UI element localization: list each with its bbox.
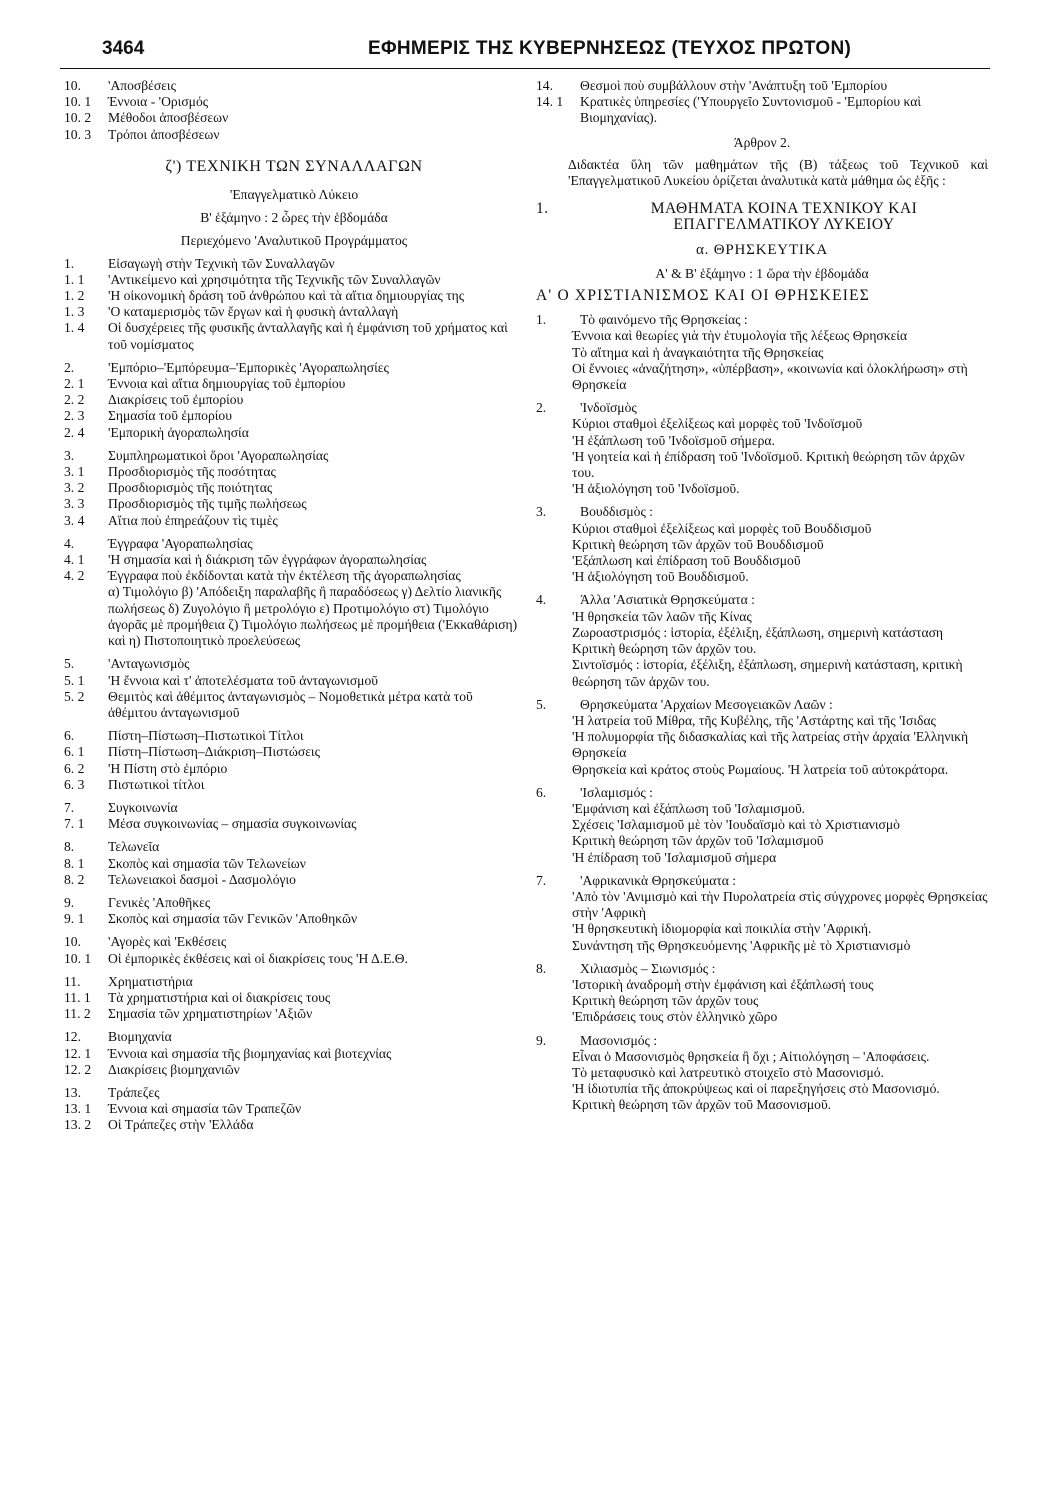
topic-line: Θρησκεία καὶ κράτος στοὺς Ρωμαίους. 'Η λατρεία τοῦ αὐτοκράτορα. (572, 761, 949, 777)
item-number (64, 584, 108, 649)
topic-title: Τὸ φαινόμενο τῆς Θρησκείας : (580, 312, 748, 328)
item-number: 4. 1 (64, 552, 85, 568)
topic-number: 4. (536, 592, 547, 608)
school-type: 'Επαγγελματικὸ Λύκειο (229, 187, 359, 203)
item-number: 13. 1 (64, 1101, 92, 1117)
list-item (64, 480, 524, 496)
topic-number: 6. (536, 784, 547, 800)
list-item (64, 536, 524, 552)
topic-line: Κριτικὴ θεώρηση τῶν ἀρχῶν τοῦ 'Ισλαμισμοῦ (572, 833, 824, 849)
item-text: Τελωνειακοὶ δασμοὶ - Δασμολόγιο (108, 871, 296, 887)
item-number: 6. 2 (64, 760, 85, 776)
syllabus-list (64, 256, 524, 1134)
item-number: 2. (64, 359, 75, 375)
item-text: 'Αγορὲς καὶ 'Εκθέσεις (108, 934, 227, 950)
list-item (64, 360, 524, 376)
list-item (64, 974, 524, 990)
topic-title: 'Ισλαμισμός : (580, 784, 653, 800)
list-item (64, 673, 524, 689)
list-item (64, 1085, 524, 1101)
list-item (64, 552, 524, 568)
list-item (64, 1046, 524, 1062)
item-number: 10. 1 (64, 94, 92, 110)
topic-title: 'Ινδοϊσμὸς (580, 400, 637, 416)
item-number: 2. 3 (64, 408, 85, 424)
topic-line: Κύριοι σταθμοὶ ἐξελίξεως καὶ μορφὲς τοῦ 'Ινδοϊσμοῦ (572, 416, 863, 432)
list-item (64, 951, 524, 967)
topic-title: 'Αφρικανικὰ Θρησκεύματα : (580, 872, 737, 888)
right-column (536, 78, 988, 1114)
item-number: 11. (64, 973, 81, 989)
item-text: Θεμιτὸς καὶ ἀθέμιτος ἀνταγωνισμὸς – Νομοθετικὰ μέτρα κατὰ τοῦ ἀθέμιτου ἀνταγωνισμοῦ (108, 688, 473, 720)
item-number: 12. 1 (64, 1045, 92, 1061)
item-text: Σημασία τοῦ ἐμπορίου (108, 408, 232, 424)
list-item (64, 895, 524, 911)
item-text: Πιστωτικοὶ τίτλοι (108, 776, 205, 792)
item-text: Συμπληρωματικοὶ ὅροι 'Αγοραπωλησίας (108, 447, 329, 463)
main-title (536, 201, 988, 233)
list-item (64, 856, 524, 872)
item-text: Τὰ χρηματιστήρια καὶ οἱ διακρίσεις τους (108, 989, 331, 1005)
main-title-text: ΜΑΘΗΜΑΤΑ ΚΟΙΝΑ ΤΕΧΝΙΚΟΥ ΚΑΙ ΕΠΑΓΓΕΛΜΑΤΙΚΟΥ ΛΥΚΕΙΟΥ (650, 200, 918, 234)
topic-line: Κύριοι σταθμοὶ ἐξελίξεως καὶ μορφὲς τοῦ Βουδδισμοῦ (572, 520, 872, 536)
topic-number: 1. (536, 312, 547, 328)
item-text: Προσδιορισμὸς τῆς τιμῆς πωλήσεως (108, 496, 307, 512)
list-item (64, 513, 524, 529)
item-number: 4. 2 (64, 568, 85, 584)
list-item (64, 744, 524, 760)
topic-heading (536, 400, 988, 416)
topic-line: 'Η ἐξάπλωση τοῦ 'Ινδοϊσμοῦ σήμερα. (572, 432, 775, 448)
item-text: Οἱ Τράπεζες στὴν 'Ελλάδα (108, 1117, 254, 1133)
running-title: ΕΦΗΜΕΡΙΣ ΤΗΣ ΚΥΒΕΡΝΗΣΕΩΣ (ΤΕΥΧΟΣ ΠΡΩΤΟΝ) (368, 38, 852, 59)
item-number: 6. 1 (64, 744, 85, 760)
list-item (64, 816, 524, 832)
list-item (64, 1062, 524, 1078)
list-item (64, 584, 524, 649)
item-text: Σημασία τῶν χρηματιστηρίων 'Αξιῶν (108, 1006, 313, 1022)
item-number: 9. (64, 894, 75, 910)
item-text: Γενικὲς 'Αποθῆκες (108, 894, 211, 910)
topic-heading (536, 697, 988, 713)
item-text: 'Η σημασία καὶ ἡ διάκριση τῶν ἐγγράφων ἀγοραπωλησίας (108, 552, 427, 568)
syllabus-group (64, 895, 524, 927)
list-item (64, 839, 524, 855)
topic-number: 7. (536, 872, 547, 888)
item-text: Έννοια καὶ σημασία τῆς βιομηχανίας καὶ βιοτεχνίας (108, 1045, 392, 1061)
list-item (536, 78, 988, 94)
list-item (64, 990, 524, 1006)
list-item (64, 728, 524, 744)
topic-heading (536, 592, 988, 608)
left-column (64, 78, 524, 1134)
list-item (64, 1006, 524, 1022)
item-text: Πίστη–Πίστωση–Διάκριση–Πιστώσεις (108, 744, 320, 760)
item-text: α) Τιμολόγιο β) 'Απόδειξη παραλαβῆς ἢ παραδόσεως γ) Δελτίο λιανικῆς πωλήσεως δ) Ζυγολόγιο ἢ μετρολόγιο ε) Προτιμολόγιο στ) Τιμολόγιο ἀγορᾶς μὲ προμήθεια ζ) Τιμολόγιο πωλήσεως μὲ προμήθεια ('Εκκαθάριση) καὶ η) Πιστοποιητικὸ προελεύσεως (108, 584, 518, 649)
item-text: Τράπεζες (108, 1084, 160, 1100)
item-text: Προσδιορισμὸς τῆς ποσότητας (108, 464, 276, 480)
list-item (64, 425, 524, 441)
item-number: 5. 2 (64, 688, 85, 704)
item-number: 11. 2 (64, 1006, 91, 1022)
topic-line: 'Η ἀξιολόγηση τοῦ 'Ινδοϊσμοῦ. (572, 481, 740, 497)
topic-title: Χιλιασμὸς – Σιωνισμός : (580, 960, 716, 976)
item-number: 10. 2 (64, 110, 92, 126)
topic-line: 'Επιδράσεις τους στὸν ἑλληνικὸ χῶρο (572, 1009, 778, 1025)
item-text: Έννοια - 'Ορισμός (108, 94, 209, 110)
item-number: 3. 4 (64, 512, 85, 528)
topic-line: 'Εξάπλωση καὶ ἐπίδραση τοῦ Βουδδισμοῦ (572, 553, 801, 569)
item-number: 12. (64, 1029, 81, 1045)
item-number: 10. 1 (64, 950, 92, 966)
topic-block (536, 961, 988, 1026)
topic-block (536, 697, 988, 778)
topic-line: Κριτικὴ θεώρηση τῶν ἀρχῶν τοῦ Βουδδισμοῦ (572, 536, 824, 552)
item-number: 1. 2 (64, 288, 85, 304)
item-text: Συγκοινωνία (108, 799, 178, 815)
list-item (64, 1029, 524, 1045)
item-number: 2. 2 (64, 392, 85, 408)
topic-heading (536, 1033, 988, 1049)
list-item (64, 1117, 524, 1133)
item-number: 1. 4 (64, 320, 85, 336)
subject-title: α. ΘΡΗΣΚΕΥΤΙΚΑ (696, 241, 828, 258)
item-text: Μέθοδοι ἀποσβέσεων (108, 110, 229, 126)
topic-block (536, 1033, 988, 1114)
list-item (64, 568, 524, 584)
item-number: 3. (64, 447, 75, 463)
topic-heading (536, 312, 988, 328)
item-text: 'Ο καταμερισμὸς τῶν ἔργων καὶ ἡ φυσικὴ ἀνταλλαγὴ (108, 304, 399, 320)
topic-heading (536, 873, 988, 889)
item-number: 8. 2 (64, 871, 85, 887)
topic-title: Βουδδισμὸς : (580, 504, 654, 520)
topic-title: Μασονισμός : (580, 1032, 658, 1048)
item-number: 10. 3 (64, 126, 92, 142)
topic-line: Κριτικὴ θεώρηση τῶν ἀρχῶν τους (572, 993, 759, 1009)
topic-number: 2. (536, 400, 547, 416)
list-item (64, 689, 524, 721)
item-text: Αἴτια ποὺ ἐπηρεάζουν τὶς τιμὲς (108, 512, 278, 528)
item-number: 6. 3 (64, 776, 85, 792)
syllabus-group (64, 448, 524, 529)
topic-line: 'Ιστορικὴ ἀναδρομὴ στὴν ἐμφάνιση καὶ ἐξάπλωσή τους (572, 976, 874, 992)
list-item (64, 800, 524, 816)
topic-block (536, 504, 988, 585)
topic-line: Τὸ αἴτημα καὶ ἡ ἀναγκαιότητα τῆς Θρησκείας (572, 344, 824, 360)
item-number: 3. 3 (64, 496, 85, 512)
list-item (64, 392, 524, 408)
item-text: Έννοια καὶ αἴτια δημιουργίας τοῦ ἐμπορίου (108, 376, 346, 392)
syllabus-group (64, 800, 524, 832)
item-number: 11. 1 (64, 989, 91, 1005)
list-item (64, 1101, 524, 1117)
list-item (64, 761, 524, 777)
syllabus-group (64, 1029, 524, 1078)
topic-line: 'Η λατρεία τοῦ Μίθρα, τῆς Κυβέλης, τῆς 'Αστάρτης καὶ τῆς 'Ισιδας (572, 712, 936, 728)
item-text: 'Αποσβέσεις (108, 78, 176, 93)
item-number: 13. 2 (64, 1117, 92, 1133)
topic-line: Οἱ ἔννοιες «ἀναζήτηση», «ὑπέρβαση», «κοινωνία καὶ ὁλοκλήρωση» στὴ Θρησκεία (572, 360, 968, 393)
weekly-hours: Β' ἑξάμηνο : 2 ὧρες τὴν ἑβδομάδα (200, 210, 388, 226)
topic-block (536, 592, 988, 689)
article-heading: Άρθρον 2. (733, 134, 791, 150)
item-text: 'Αντικείμενο καὶ χρησιμότητα τῆς Τεχνικῆς τῶν Συναλλαγῶν (108, 271, 441, 287)
topic-line: Σιντοϊσμός : ἱστορία, ἐξέλιξη, ἐξάπλωση, σημερινὴ κατάσταση, κριτικὴ θεώρηση τῶν ἀρχῶν του. (572, 657, 963, 689)
item-number: 5. 1 (64, 672, 85, 688)
item-text: Μέσα συγκοινωνίας – σημασία συγκοινωνίας (108, 816, 357, 832)
list-item (64, 777, 524, 793)
topic-line: Κριτικὴ θεώρηση τῶν ἀρχῶν του. (572, 641, 757, 657)
topics-list (536, 312, 988, 1113)
item-number: 4. (64, 535, 75, 551)
syllabus-group (64, 974, 524, 1023)
list-item (64, 320, 524, 352)
syllabus-group (64, 256, 524, 353)
item-number: 7. 1 (64, 816, 85, 832)
list-item (64, 127, 524, 143)
item-number: 2. 4 (64, 424, 85, 440)
topic-line: 'Η γοητεία καὶ ἡ ἐπίδραση τοῦ 'Ινδοϊσμοῦ. Κριτικὴ θεώρηση τῶν ἀρχῶν του. (572, 448, 965, 481)
item-number: 6. (64, 728, 75, 744)
list-item (64, 656, 524, 672)
unit-title: Α' Ο ΧΡΙΣΤΙΑΝΙΣΜΟΣ ΚΑΙ ΟΙ ΘΡΗΣΚΕΙΕΣ (536, 287, 870, 305)
topic-line: 'Εμφάνιση καὶ ἐξάπλωση τοῦ 'Ισλαμισμοῦ. (572, 800, 806, 816)
topic-number: 3. (536, 504, 547, 520)
list-item (64, 934, 524, 950)
item-text: 'Εμπορικὴ ἀγοραπωλησία (108, 424, 249, 440)
list-item (64, 272, 524, 288)
item-number: 12. 2 (64, 1061, 92, 1077)
topic-block (536, 785, 988, 866)
item-text: Τρόποι ἀποσβέσεων (108, 126, 220, 142)
topic-line: 'Η θρησκεία τῶν λαῶν τῆς Κίνας (572, 608, 752, 624)
item-number: 13. (64, 1084, 81, 1100)
topic-heading (536, 961, 988, 977)
item-number: 8. 1 (64, 855, 85, 871)
intro-list (64, 78, 524, 143)
item-number: 1. (64, 255, 75, 271)
item-text: Διακρίσεις βιομηχανιῶν (108, 1061, 240, 1077)
item-text: Τελωνεῖα (108, 839, 160, 855)
main-title-number: 1. (536, 200, 549, 218)
item-number: 10. (64, 78, 81, 93)
list-item (64, 78, 524, 94)
item-number: 10. (64, 934, 81, 950)
list-item (64, 110, 524, 126)
item-text: Πίστη–Πίστωση–Πιστωτικοὶ Τίτλοι (108, 728, 304, 744)
syllabus-group (64, 839, 524, 888)
item-text: Έγγραφα ποὺ ἐκδίδονται κατὰ τὴν ἐκτέλεση τῆς ἀγοραπωλησίας (108, 568, 461, 584)
topic-line: Συνάντηση τῆς Θρησκευόμενης 'Αφρικῆς μὲ τὸ Χριστιανισμὸ (572, 937, 911, 953)
list-item (64, 911, 524, 927)
item-text: Θεσμοὶ ποὺ συμβάλλουν στὴν 'Ανάπτυξη τοῦ 'Εμπορίου (580, 78, 888, 93)
item-text: 'Η ἔννοια καὶ τ' ἀποτελέσματα τοῦ ἀνταγωνισμοῦ (108, 672, 378, 688)
syllabus-group (64, 656, 524, 721)
topic-heading (536, 504, 988, 520)
subject-hours: Α' & Β' ἑξάμηνο : 1 ὥρα τὴν ἑβδομάδα (655, 265, 869, 281)
topic-line: 'Η ἀξιολόγηση τοῦ Βουδδισμοῦ. (572, 569, 749, 585)
item-number: 9. 1 (64, 911, 85, 927)
item-text: Προσδιορισμὸς τῆς ποιότητας (108, 480, 273, 496)
topic-line: 'Η ἐπίδραση τοῦ 'Ισλαμισμοῦ σήμερα (572, 849, 777, 865)
running-header (60, 34, 990, 69)
topic-block (536, 873, 988, 954)
topic-line: 'Η ἰδιοτυπία τῆς ἀποκρύψεως καὶ οἱ παρεξηγήσεις στὸ Μασονισμό. (572, 1081, 940, 1097)
topic-title: Θρησκεύματα 'Αρχαίων Μεσογειακῶν Λαῶν : (580, 696, 833, 712)
item-text: 'Η οἰκονομικὴ δράση τοῦ ἀνθρώπου καὶ τὰ αἴτια δημιουργίας της (108, 288, 465, 304)
item-number: 2. 1 (64, 376, 85, 392)
topic-line: 'Η πολυμορφία τῆς διδασκαλίας καὶ τῆς λατρείας στὴν ἀρχαία 'Ελληνικὴ Θρησκεία (572, 729, 969, 761)
topic-line: 'Απὸ τὸν 'Ανιμισμὸ καὶ τὴν Πυρολατρεία στὶς σύγχρονες μορφὲς Θρησκείας στὴν 'Αφρικὴ (572, 888, 988, 921)
syllabus-group (64, 934, 524, 966)
topic-block (536, 400, 988, 497)
item-number: 8. (64, 839, 75, 855)
page-number: 3464 (102, 38, 145, 59)
item-number: 7. (64, 799, 75, 815)
section-title: ζ') ΤΕΧΝΙΚΗ ΤΩΝ ΣΥΝΑΛΛΑΓΩΝ (165, 157, 423, 175)
topic-heading (536, 785, 988, 801)
list-item (64, 304, 524, 320)
item-number: 3. 1 (64, 464, 85, 480)
item-number: 14. (536, 78, 553, 93)
topic-title: Άλλα 'Ασιατικὰ Θρησκεύματα : (580, 592, 755, 608)
item-text: Έγγραφα 'Αγοραπωλησίας (108, 535, 253, 551)
syllabus-group (64, 1085, 524, 1134)
item-text: Κρατικὲς ὑπηρεσίες ('Υπουργεῖο Συντονισμοῦ - 'Εμπορίου καὶ Βιομηχανίας). (580, 94, 922, 126)
contents-title: Περιεχόμενο 'Αναλυτικοῦ Προγράμματος (180, 233, 408, 249)
item-text: Οἱ ἐμπορικὲς ἐκθέσεις καὶ οἱ διακρίσεις τους 'Η Δ.Ε.Θ. (108, 950, 409, 966)
topic-number: 8. (536, 960, 547, 976)
item-number: 1. 3 (64, 304, 85, 320)
topic-number: 5. (536, 696, 547, 712)
syllabus-group (64, 536, 524, 649)
topic-line: Τὸ μεταφυσικὸ καὶ λατρευτικὸ στοιχεῖο στὸ Μασονισμό. (572, 1064, 884, 1080)
list-item (64, 288, 524, 304)
topic-block (536, 312, 988, 393)
item-number: 14. 1 (536, 94, 564, 110)
topic-line: Έννοια καὶ θεωρίες γιὰ τὴν ἐτυμολογία τῆς λέξεως Θρησκεία (572, 328, 908, 344)
syllabus-group (64, 360, 524, 441)
list-item (64, 408, 524, 424)
item-text: 'Η Πίστη στὸ ἐμπόριο (108, 760, 228, 776)
item-text: Σκοπὸς καὶ σημασία τῶν Γενικῶν 'Αποθηκῶν (108, 911, 358, 927)
topic-line: Κριτικὴ θεώρηση τῶν ἀρχῶν τοῦ Μασονισμοῦ. (572, 1097, 832, 1113)
item-number: 3. 2 (64, 480, 85, 496)
topic-line: Σχέσεις 'Ισλαμισμοῦ μὲ τὸν 'Ιουδαϊσμὸ καὶ τὸ Χριστιανισμὸ (572, 817, 900, 833)
item-number: 5. (64, 656, 75, 672)
list-item (64, 872, 524, 888)
topic-line: Ζωροαστρισμός : ἱστορία, ἐξέλιξη, ἐξάπλωση, σημερινὴ κατάσταση (572, 624, 944, 640)
list-item (64, 256, 524, 272)
article-text: Διδακτέα ὕλη τῶν μαθημάτων τῆς (Β) τάξεως τοῦ Τεχνικοῦ καὶ 'Επαγγελματικοῦ Λυκείου ὁρίζεται ἀναλυτικὰ κατὰ μάθημα ὡς ἑξῆς : (568, 156, 988, 189)
list-item (64, 376, 524, 392)
item-text: Διακρίσεις τοῦ ἐμπορίου (108, 392, 244, 408)
topic-number: 9. (536, 1032, 547, 1048)
item-text: Οἱ δυσχέρειες τῆς φυσικῆς ἀνταλλαγῆς καὶ ἡ ἐμφάνιση τοῦ χρήματος καὶ τοῦ νομίσματος (108, 320, 508, 352)
list-item (536, 94, 988, 126)
topic-line: 'Η θρησκευτικὴ ἰδιομορφία καὶ ποικιλία στὴν 'Αφρική. (572, 921, 872, 937)
list-item (64, 94, 524, 110)
item-text: Σκοπὸς καὶ σημασία τῶν Τελωνείων (108, 855, 306, 871)
topic-line: Εἶναι ὁ Μασονισμὸς θρησκεία ἢ ὄχι ; Αἰτιολόγηση – 'Αποφάσεις. (572, 1048, 930, 1064)
syllabus-group (64, 728, 524, 793)
institutions-list (536, 78, 988, 127)
item-text: Βιομηχανία (108, 1029, 172, 1045)
item-text: 'Ανταγωνισμὸς (108, 656, 190, 672)
list-item (64, 464, 524, 480)
item-number: 1. 1 (64, 271, 85, 287)
item-text: Χρηματιστήρια (108, 973, 193, 989)
item-text: Εἰσαγωγὴ στὴν Τεχνικὴ τῶν Συναλλαγῶν (108, 255, 335, 271)
item-text: 'Εμπόριο–'Εμπόρευμα–'Εμπορικὲς 'Αγοραπωλησίες (108, 359, 389, 375)
item-text: Έννοια καὶ σημασία τῶν Τραπεζῶν (108, 1101, 302, 1117)
list-item (64, 496, 524, 512)
list-item (64, 448, 524, 464)
